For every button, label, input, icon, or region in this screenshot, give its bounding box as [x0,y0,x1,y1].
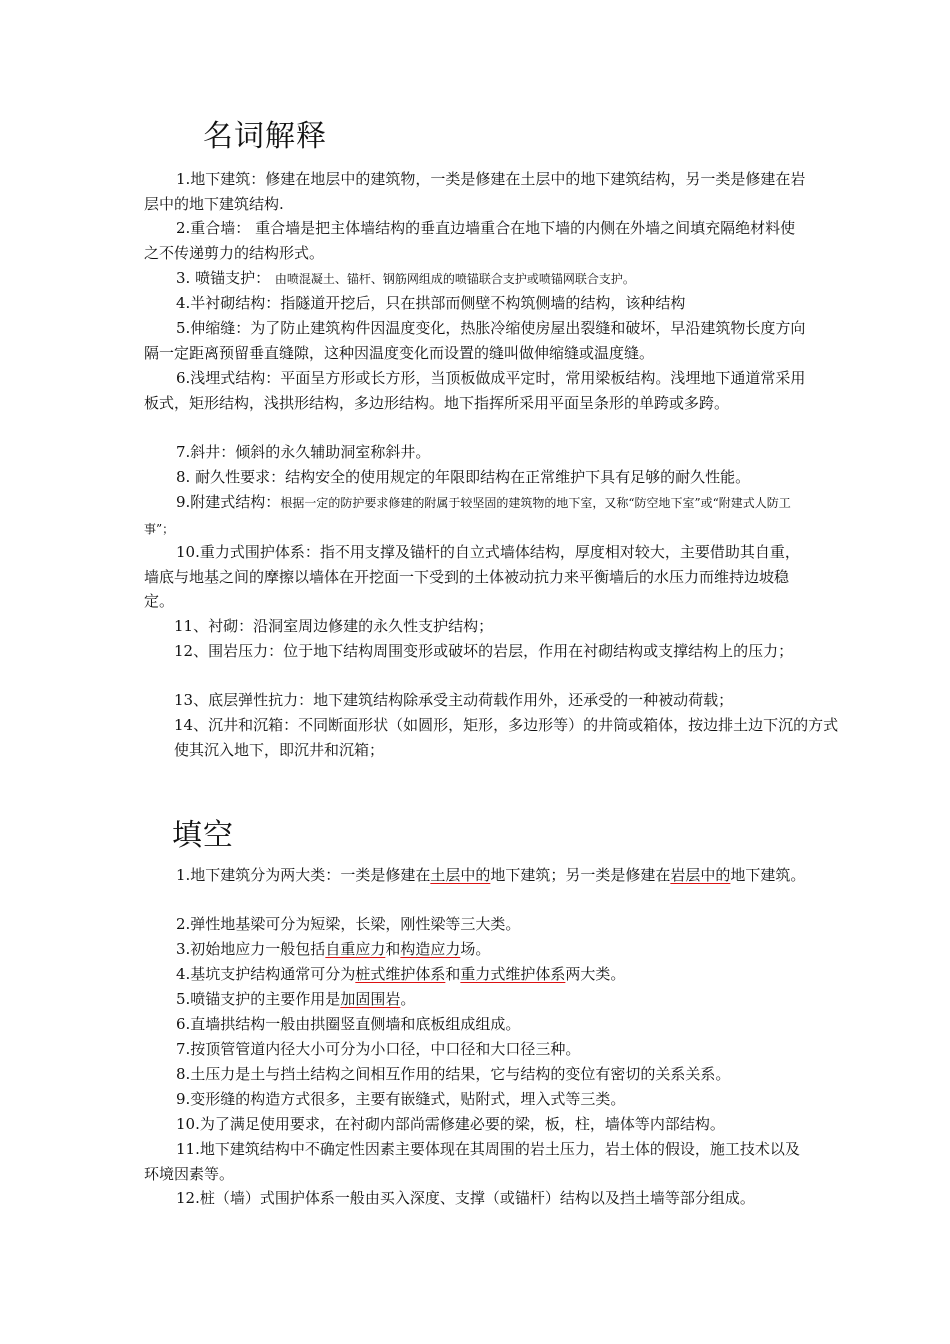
definition-item: 14、沉井和沉箱：不同断面形状（如圆形，矩形，多边形等）的井筒或箱体，按边排土边下沉的方式使其沉入地下，即沉井和沉箱； [174,716,839,759]
definition-item: 10.重力式围护体系：指不用支撑及锚杆的自立式墙体结构，厚度相对较大，主要借助其自重，墙底与地基之间的摩擦以墙体在开挖面一下受到的土体被动抗力来平衡墙后的水压力而维持边坡稳定。 [144,543,800,610]
fill-in-item: 2.弹性地基梁可分为短梁，长梁，刚性梁等三大类。 [176,915,521,933]
answer-blank: 自重应力 [325,940,386,958]
fill-in-item: 7.按顶管管道内径大小可分为小口径，中口径和大口径三种。 [176,1040,581,1058]
answer-blank: 重力式维护体系 [460,965,566,983]
fill-in-item: 9.变形缝的构造方式很多，主要有嵌缝式，贴附式，埋入式等三类。 [176,1090,626,1108]
fill-in-item: 12.桩（墙）式围护体系一般由买入深度、支撑（或锚杆）结构以及挡土墙等部分组成。 [176,1189,755,1207]
answer-blank: 土层中的 [430,866,491,884]
definition-item: 2.重合墙： 重合墙是把主体墙结构的垂直边墙重合在地下墙的内侧在外墙之间填充隔绝材料使之不传递剪力的结构形式。 [144,219,796,262]
answer-blank: 构造应力 [400,940,461,958]
fill-in-item: 11.地下建筑结构中不确定性因素主要体现在其周围的岩土压力，岩土体的假设，施工技术以及环境因素等。 [144,1140,800,1183]
definition-item: 3. 喷锚支护： 由喷混凝土、锚杆、钢筋网组成的喷锚联合支护或喷锚网联合支护。 [176,269,635,287]
fill-in-item: 6.直墙拱结构一般由拱圈竖直侧墙和底板组成组成。 [176,1015,521,1033]
fill-in-item: 8.土压力是土与挡土结构之间相互作用的结果，它与结构的变位有密切的关系关系。 [176,1065,731,1083]
fill-in-item: 4.基坑支护结构通常可分为桩式维护体系和重力式维护体系两大类。 [176,965,626,983]
definition-item: 13、底层弹性抗力：地下建筑结构除承受主动荷载作用外，还承受的一种被动荷载； [174,691,734,709]
definition-item: 1.地下建筑：修建在地层中的建筑物，一类是修建在土层中的地下建筑结构，另一类是修建在岩层中的地下建筑结构. [144,170,806,213]
section-heading-fill-in: 填空 [172,818,234,853]
definition-item: 8. 耐久性要求：结构安全的使用规定的年限即结构在正常维护下具有足够的耐久性能。 [176,468,751,486]
answer-blank: 加固围岩 [340,990,401,1008]
fill-in-item: 1.地下建筑分为两大类：一类是修建在土层中的地下建筑；另一类是修建在岩层中的地下建筑。 [176,866,806,884]
section-heading-definitions: 名词解释 [203,119,327,154]
definition-item: 5.伸缩缝：为了防止建筑构件因温度变化，热胀冷缩使房屋出裂缝和破坏，早沿建筑物长度方向隔一定距离预留垂直缝隙，这种因温度变化而设置的缝叫做伸缩缝或温度缝。 [144,319,806,362]
definition-item: 12、围岩压力：位于地下结构周围变形或破坏的岩层，作用在衬砌结构或支撑结构上的压力； [174,642,794,660]
definition-item: 11、衬砌：沿洞室周边修建的永久性支护结构； [174,617,494,635]
definition-item: 6.浅埋式结构：平面呈方形或长方形，当顶板做成平定时，常用梁板结构。浅埋地下通道常采用板式，矩形结构，浅拱形结构，多边形结构。地下指挥所采用平面呈条形的单跨或多跨。 [144,369,806,412]
definition-item: 9.附建式结构：根据一定的防护要求修建的附属于较坚固的建筑物的地下室，又称“防空地下室”或“附建式人防工事”； [144,493,791,536]
answer-blank: 桩式维护体系 [355,965,446,983]
fill-in-item: 5.喷锚支护的主要作用是加固围岩。 [176,990,416,1008]
definition-item: 7.斜井：倾斜的永久辅助洞室称斜井。 [176,443,431,461]
definition-item: 4.半衬砌结构：指隧道开挖后，只在拱部而侧壁不构筑侧墙的结构，该种结构 [176,294,686,312]
fill-in-item: 10.为了满足使用要求，在衬砌内部尚需修建必要的梁，板，柱，墙体等内部结构。 [176,1115,725,1133]
answer-blank: 岩层中的 [670,866,731,884]
fill-in-item: 3.初始地应力一般包括自重应力和构造应力场。 [176,940,491,958]
